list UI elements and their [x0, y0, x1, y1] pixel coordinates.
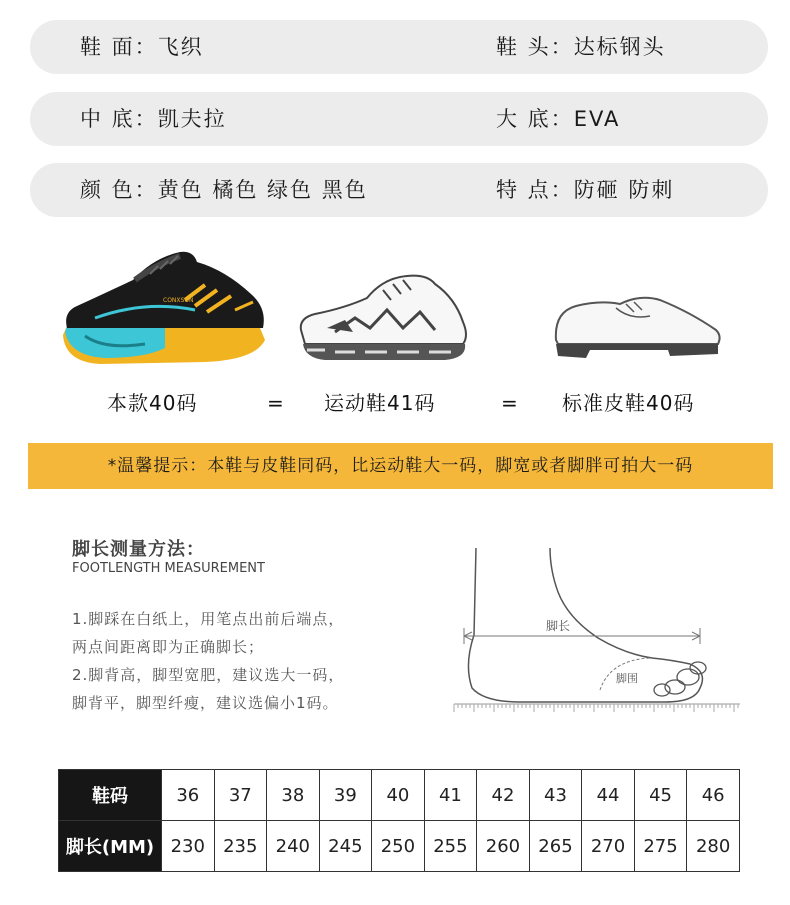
spec-upper: 鞋 面：飞织 [80, 35, 204, 59]
size-cell: 41 [424, 770, 477, 821]
size-cell: 44 [582, 770, 635, 821]
length-row-header: 脚长(MM) [59, 821, 162, 872]
measure-line-3: 2.脚背高，脚型宽肥，建议选大一码， [72, 666, 345, 684]
size-cell: 39 [319, 770, 372, 821]
equals-sign-1: = [267, 391, 284, 415]
size-cell: 43 [529, 770, 582, 821]
spec-feature: 特 点：防砸 防刺 [496, 178, 675, 202]
equals-sign-2: = [501, 391, 518, 415]
size-cell: 40 [372, 770, 425, 821]
measure-title: 脚长测量方法： [72, 539, 205, 560]
foot-length-label: 脚长 [546, 619, 571, 633]
shoe-brand-text: CONXSON [163, 297, 194, 304]
foot-measurement-diagram [450, 540, 745, 715]
size-row-header: 鞋码 [59, 770, 162, 821]
sports-shoe-icon [295, 270, 475, 370]
measure-line-4: 脚背平，脚型纤瘦，建议选偏小1码。 [72, 694, 339, 712]
length-cell: 265 [529, 821, 582, 872]
this-model-size: 本款40码 [107, 391, 198, 415]
length-cell: 275 [634, 821, 687, 872]
length-cell: 260 [477, 821, 530, 872]
length-cell: 255 [424, 821, 477, 872]
length-cell: 240 [267, 821, 320, 872]
size-cell: 36 [162, 770, 215, 821]
size-cell: 38 [267, 770, 320, 821]
length-cell: 230 [162, 821, 215, 872]
spec-midsole: 中 底：凯夫拉 [80, 107, 227, 131]
length-row [59, 821, 740, 872]
spec-color: 颜 色：黄色 橘色 绿色 黑色 [80, 178, 368, 202]
leather-shoe-icon [550, 290, 725, 370]
measure-line-2: 两点间距离即为正确脚长； [72, 638, 265, 656]
length-cell: 280 [687, 821, 740, 872]
size-cell: 42 [477, 770, 530, 821]
foot-girth-label: 脚围 [616, 672, 638, 685]
measure-subtitle: FOOTLENGTH MEASUREMENT [72, 561, 265, 576]
length-cell: 245 [319, 821, 372, 872]
product-shoe-image [55, 240, 275, 375]
size-table [58, 769, 740, 872]
spec-row-upper [30, 20, 768, 74]
length-cell: 235 [214, 821, 267, 872]
spec-row-midsole [30, 92, 768, 146]
size-cell: 46 [687, 770, 740, 821]
leather-shoe-size: 标准皮鞋40码 [562, 391, 695, 415]
spec-outsole: 大 底：EVA [496, 107, 621, 131]
size-cell: 45 [634, 770, 687, 821]
spec-toe: 鞋 头：达标钢头 [496, 35, 666, 59]
length-cell: 270 [582, 821, 635, 872]
spec-row-color [30, 163, 768, 217]
size-tip-banner: *温馨提示：本鞋与皮鞋同码，比运动鞋大一码，脚宽或者脚胖可拍大一码 [28, 443, 773, 489]
size-row [59, 770, 740, 821]
length-cell: 250 [372, 821, 425, 872]
measure-line-1: 1.脚踩在白纸上，用笔点出前后端点， [72, 610, 345, 628]
size-cell: 37 [214, 770, 267, 821]
sports-shoe-size: 运动鞋41码 [324, 391, 436, 415]
